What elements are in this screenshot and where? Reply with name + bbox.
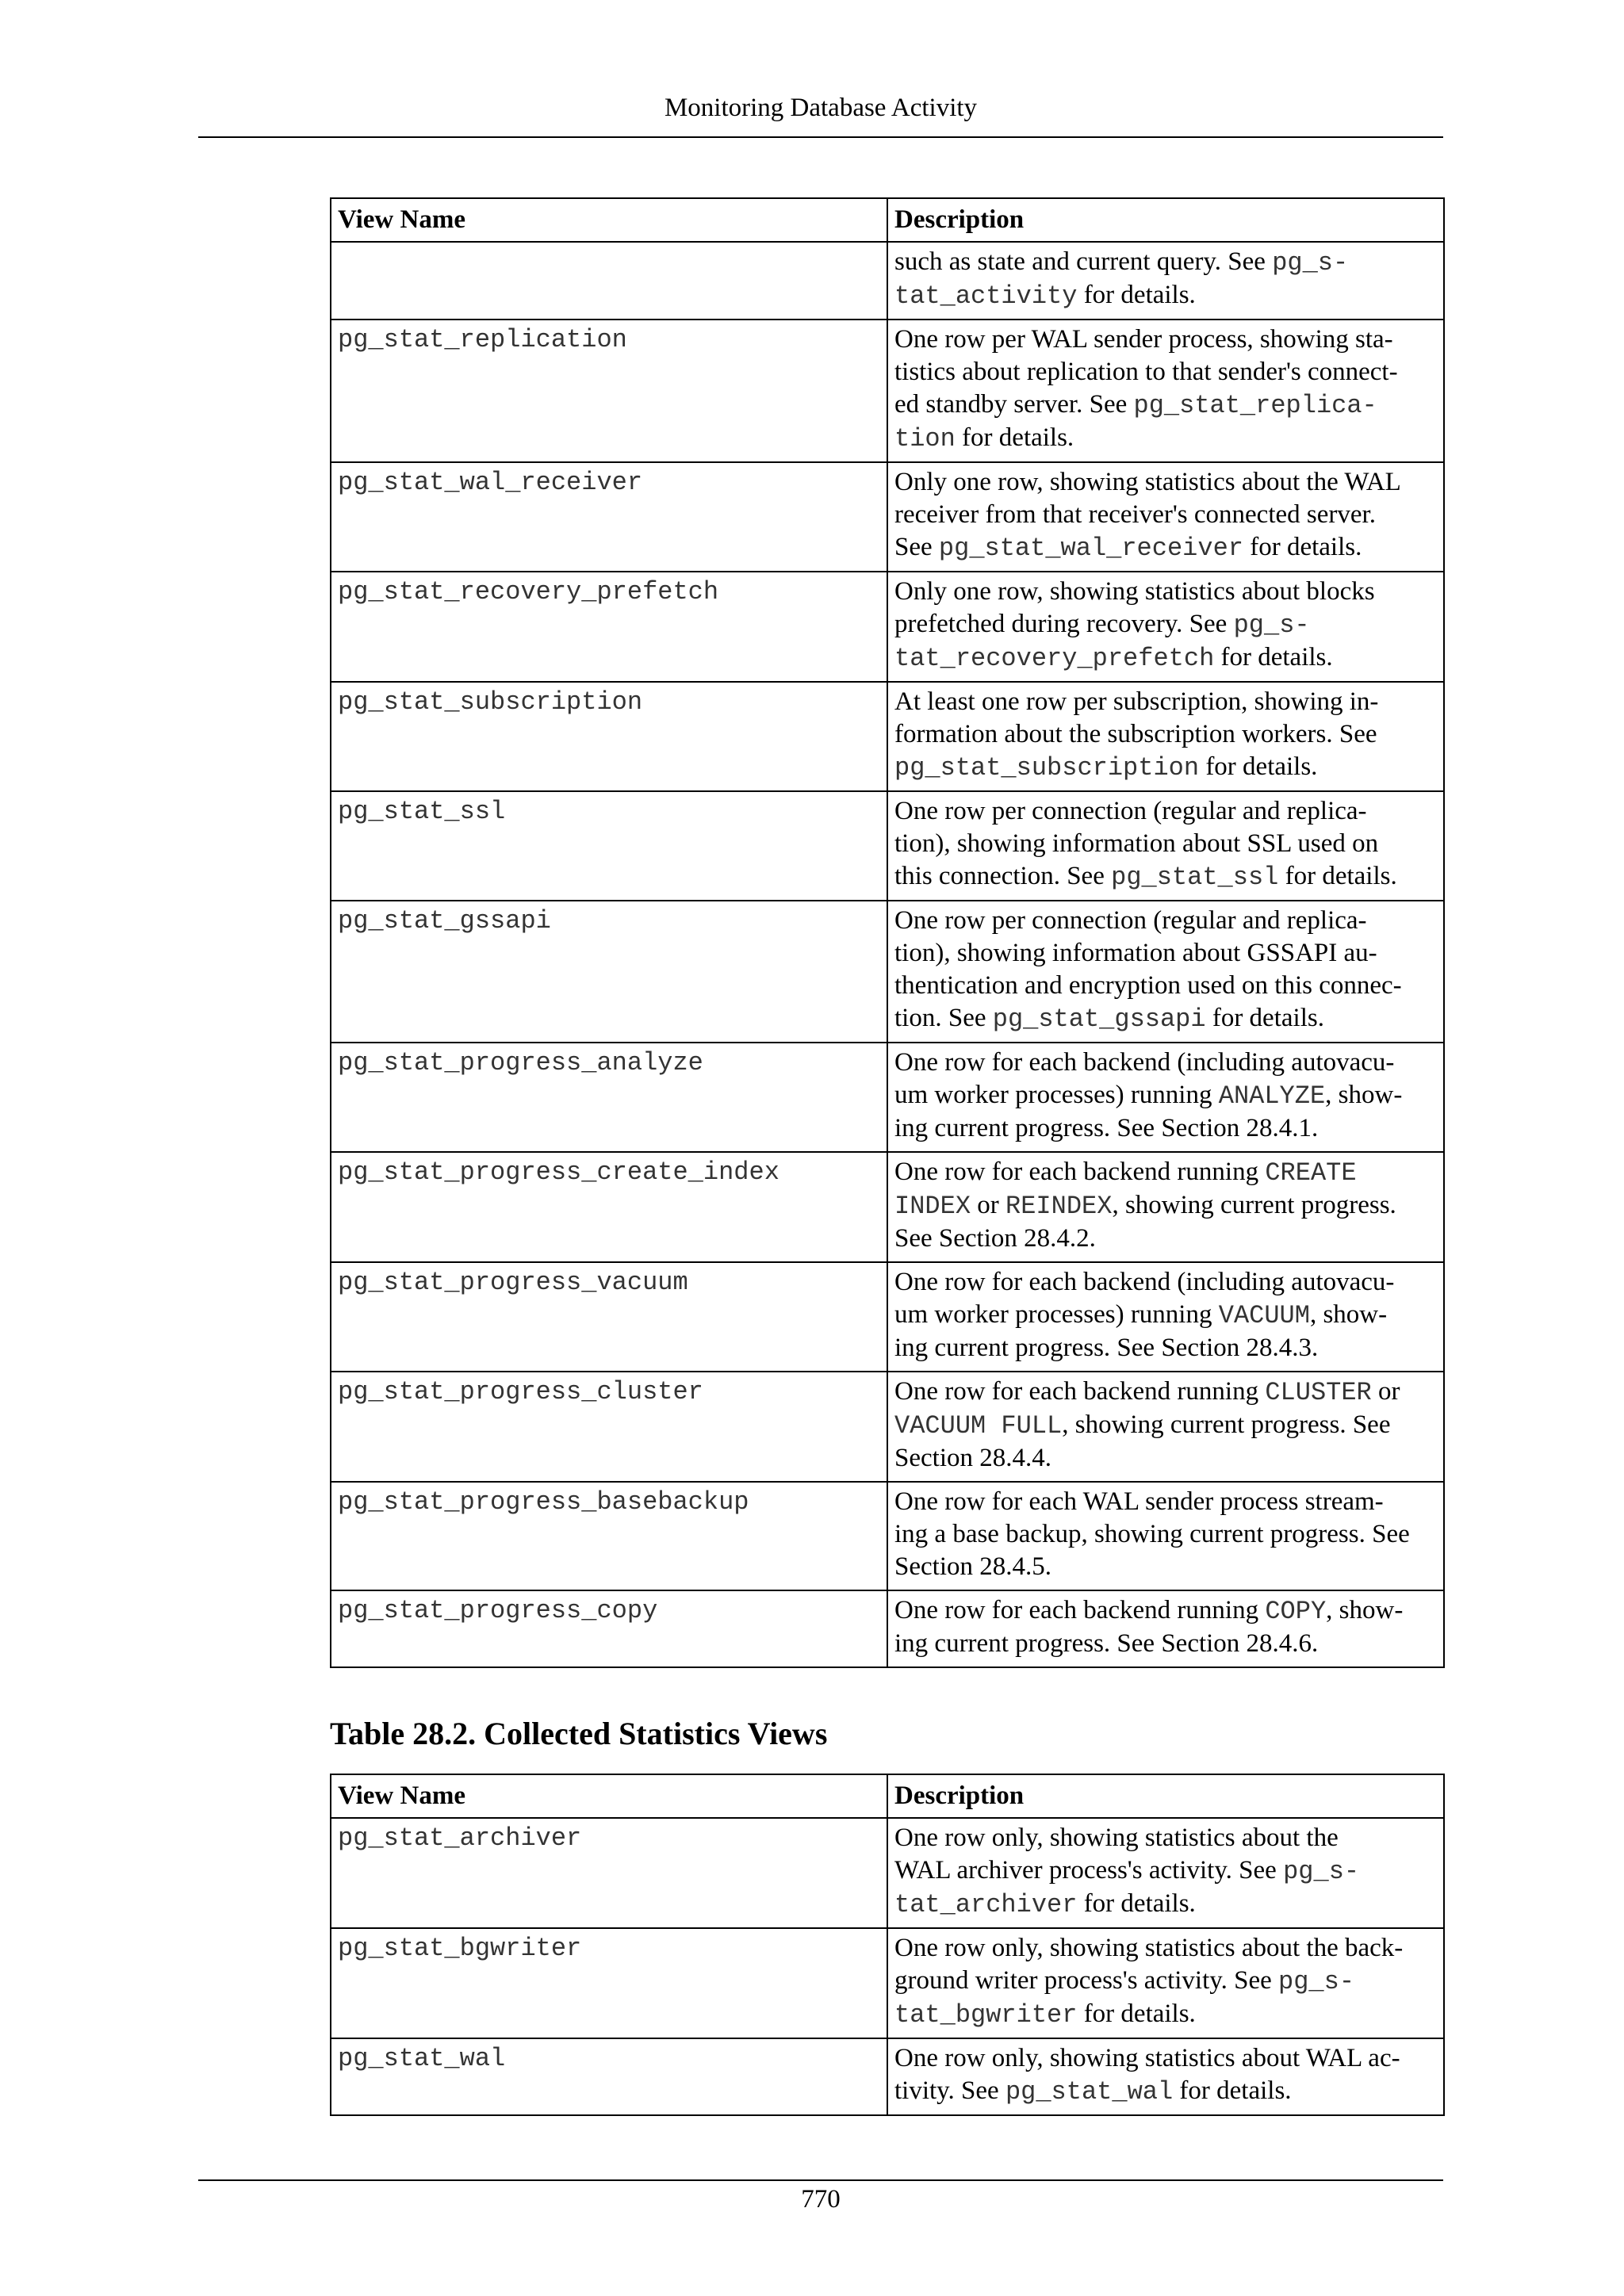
table-header-row [331,1774,1444,1818]
code-literal: pg_stat_wal_receiver [938,534,1243,563]
description-text: One row per connection (regular and replica- [894,797,1367,825]
table-row [331,1152,1444,1262]
table-header-row [331,198,1444,242]
description-text: One row for each backend (including autovacu- [894,1048,1395,1077]
description-cell [887,901,1444,1043]
code-literal: pg_stat_subscription [894,753,1200,783]
description-text: , show- [1309,1300,1388,1329]
description-text: One row only, showing statistics about WAL ac- [894,2044,1400,2072]
description-cell [887,572,1444,682]
code-literal: tat_bgwriter [894,2000,1078,2030]
view-name-cell: pg_stat_wal_receiver [331,462,887,572]
description-cell [887,1152,1444,1262]
code-literal: pg_stat_ssl [1111,863,1279,892]
table-row [331,2038,1444,2115]
description-text: for details. [1077,1889,1196,1918]
description-text: for details. [955,423,1074,452]
description-text: One row for each backend running [894,1596,1266,1624]
table-row [331,1043,1444,1152]
code-literal: pg_stat_replica- [1133,391,1377,420]
description-cell [887,791,1444,901]
view-name-cell [331,242,887,320]
code-literal: pg_s- [1278,1967,1355,1996]
description-text: for details. [1077,281,1196,309]
description-text: ground writer process's activity. See [894,1966,1279,1995]
description-text: , showing current progress. See [1062,1410,1391,1439]
description-text: tivity. See [894,2076,1005,2105]
view-name-cell: pg_stat_progress_create_index [331,1152,887,1262]
description-text: tistics about replication to that sender's connect- [894,358,1398,386]
code-literal: tat_activity [894,281,1078,311]
column-header-description: Description [887,1774,1444,1818]
description-cell [887,242,1444,320]
code-literal: CREATE [1265,1158,1357,1188]
description-text: WAL archiver process's activity. See [894,1856,1284,1885]
description-text: for details. [1173,2076,1292,2105]
table-row [331,242,1444,320]
description-text: or [1371,1377,1400,1406]
description-text: , show- [1325,1081,1403,1109]
description-text: for details. [1077,1999,1196,2028]
table-row [331,1818,1444,1928]
description-cell [887,1928,1444,2038]
description-text: One row for each backend running [894,1377,1266,1406]
view-name-cell: pg_stat_subscription [331,682,887,791]
description-text: for details. [1205,1004,1324,1032]
description-cell [887,462,1444,572]
code-literal: CLUSTER [1265,1378,1372,1407]
table-row [331,462,1444,572]
description-text: or [971,1191,1006,1219]
description-cell [887,1590,1444,1667]
view-name-cell: pg_stat_progress_cluster [331,1372,887,1482]
view-name-cell: pg_stat_gssapi [331,901,887,1043]
description-cell [887,320,1444,462]
footer-rule [198,2179,1443,2181]
description-cell [887,1482,1444,1590]
column-header-view-name: View Name [331,1774,887,1818]
running-header: Monitoring Database Activity [664,94,978,122]
description-text: ing current progress. See Section 28.4.3. [894,1334,1319,1362]
view-name-cell: pg_stat_progress_analyze [331,1043,887,1152]
description-text: ing current progress. See Section 28.4.6. [894,1629,1319,1658]
description-text: , showing current progress. [1112,1191,1396,1219]
description-text: One row for each backend (including autovacu- [894,1268,1395,1296]
table-row [331,1590,1444,1667]
description-text: One row for each WAL sender process stream- [894,1487,1384,1516]
collected-statistics-views-table [330,1774,1445,2116]
view-name-cell: pg_stat_progress_basebackup [331,1482,887,1590]
view-name-cell: pg_stat_recovery_prefetch [331,572,887,682]
code-literal: INDEX [894,1192,971,1221]
view-name-cell: pg_stat_progress_copy [331,1590,887,1667]
code-literal: pg_s- [1233,610,1310,640]
code-literal: VACUUM FULL [894,1411,1063,1441]
description-text: for details. [1199,752,1318,781]
column-header-description: Description [887,198,1444,242]
description-text: for details. [1243,533,1362,561]
description-text: , show- [1326,1596,1404,1624]
table-row [331,682,1444,791]
code-literal: pg_s- [1283,1857,1360,1886]
description-text: such as state and current query. See [894,247,1273,276]
description-text: One row only, showing statistics about the back- [894,1934,1404,1962]
code-literal: VACUUM [1218,1301,1310,1330]
description-text: At least one row per subscription, showing in- [894,687,1379,716]
table-row [331,1262,1444,1372]
description-cell [887,2038,1444,2115]
view-name-cell: pg_stat_bgwriter [331,1928,887,2038]
description-text: Section 28.4.5. [894,1552,1051,1581]
view-name-cell: pg_stat_replication [331,320,887,462]
description-text: One row for each backend running [894,1158,1266,1186]
description-text: ing a base backup, showing current progress. See [894,1520,1410,1548]
table-title: Table 28.2. Collected Statistics Views [330,1716,828,1751]
description-text: Only one row, showing statistics about blocks [894,577,1375,606]
code-literal: REINDEX [1005,1192,1113,1221]
description-text: tion. See [894,1004,993,1032]
description-text: ing current progress. See Section 28.4.1. [894,1114,1319,1142]
description-text: this connection. See [894,862,1112,890]
description-text: for details. [1278,862,1397,890]
view-name-cell: pg_stat_wal [331,2038,887,2115]
code-literal: pg_s- [1272,248,1349,277]
description-text: See [894,533,939,561]
table-row [331,1372,1444,1482]
header-rule [198,136,1443,138]
description-text: One row per connection (regular and replica- [894,906,1367,935]
description-cell [887,682,1444,791]
code-literal: tat_archiver [894,1890,1078,1919]
table-row [331,572,1444,682]
description-text: One row only, showing statistics about the [894,1823,1339,1852]
description-text: receiver from that receiver's connected server. [894,500,1376,529]
view-name-cell: pg_stat_ssl [331,791,887,901]
description-text: um worker processes) running [894,1300,1219,1329]
description-text: thentication and encryption used on this connec- [894,971,1402,1000]
description-text: formation about the subscription workers. See [894,720,1377,748]
description-text: prefetched during recovery. See [894,610,1234,638]
code-literal: tion [894,424,956,453]
description-text: See Section 28.4.2. [894,1224,1096,1253]
code-literal: pg_stat_wal [1005,2077,1174,2107]
table-row [331,320,1444,462]
view-name-cell: pg_stat_progress_vacuum [331,1262,887,1372]
code-literal: tat_recovery_prefetch [894,644,1215,673]
description-text: um worker processes) running [894,1081,1219,1109]
table-row [331,1928,1444,2038]
page-number: 770 [801,2185,841,2214]
view-name-cell: pg_stat_archiver [331,1818,887,1928]
description-text: tion), showing information about GSSAPI au- [894,939,1377,967]
description-text: ed standby server. See [894,390,1134,419]
description-text: tion), showing information about SSL used on [894,829,1379,858]
description-cell [887,1043,1444,1152]
table-row [331,791,1444,901]
views-table-continued [330,197,1445,1668]
table-row [331,901,1444,1043]
description-cell [887,1262,1444,1372]
description-text: Section 28.4.4. [894,1444,1051,1472]
column-header-view-name: View Name [331,198,887,242]
description-text: Only one row, showing statistics about the WAL [894,468,1401,496]
description-cell [887,1818,1444,1928]
code-literal: COPY [1265,1597,1327,1626]
code-literal: pg_stat_gssapi [992,1004,1206,1034]
table-row [331,1482,1444,1590]
description-cell [887,1372,1444,1482]
code-literal: ANALYZE [1218,1081,1326,1111]
description-text: One row per WAL sender process, showing sta- [894,325,1393,354]
description-text: for details. [1214,643,1333,672]
